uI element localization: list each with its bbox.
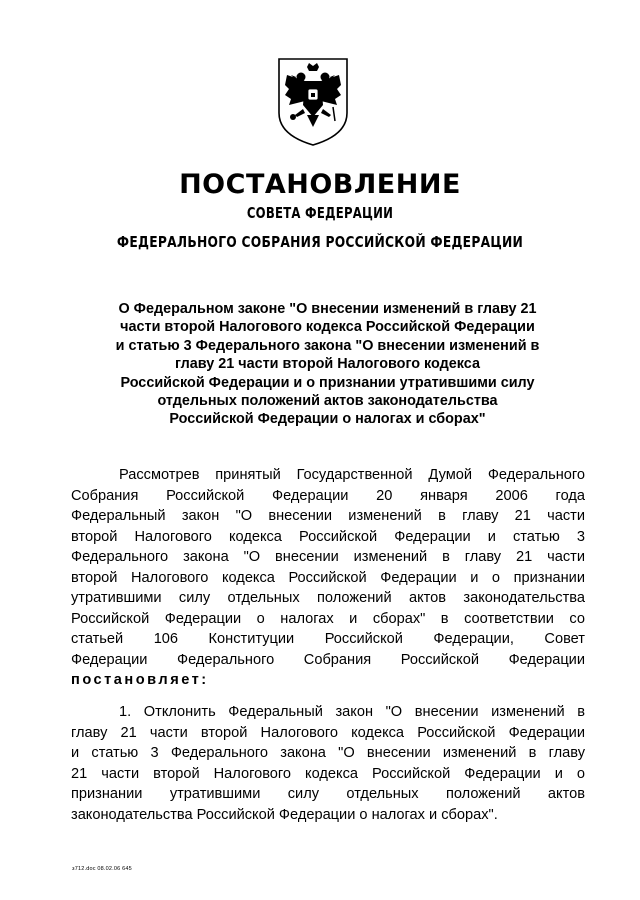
text-line: и статью 3 Федерального закона "О внесении изменений в главу: [71, 745, 585, 761]
paragraph-considered: [71, 465, 585, 691]
text-line: Собрания Российской Федерации 20 января 2006 года: [71, 487, 585, 504]
text-line: статьей 106 Конституции Российской Федерации, Совет: [71, 631, 585, 647]
text-line: законодательства Российской Федерации о налогах и сборах".: [71, 806, 498, 823]
text-line: 21 части второй Налогового кодекса Российской Федерации и о: [71, 765, 585, 782]
text-line: второй Налогового кодекса Российской Федерации и о признании: [71, 569, 585, 586]
document-subtitle-assembly: ФЕДЕРАЛЬНОГО СОБРАНИЯ РОССИЙСКОЙ ФЕДЕРАЦИИ: [116, 233, 524, 251]
heading-line: главу 21 части второй Налогового кодекса: [175, 356, 480, 373]
text-line: Федеральный закон "О внесении изменений в главу 21 части: [71, 508, 585, 524]
text-line: Федерации Федерального Собрания Российской Федерации: [71, 651, 585, 668]
heading-line: О Федеральном законе "О внесении изменений в главу 21: [118, 301, 537, 317]
coat-of-arms-emblem: [275, 55, 351, 147]
file-reference-footer: з712.doc 08.02.06 645: [72, 866, 132, 872]
document-subtitle-council: СОВЕТА ФЕДЕРАЦИИ: [246, 204, 394, 222]
heading-line: Российской Федерации о налогах и сборах": [169, 411, 486, 428]
text-line: Рассмотрев принятый Государственной Думой Федерального: [119, 467, 585, 483]
resolution-heading: [70, 300, 585, 429]
heading-line: и статью 3 Федерального закона "О внесении изменений в: [115, 337, 540, 354]
resolves-word: постановляет:: [71, 672, 209, 688]
text-line: утратившими силу отдельных положений актов законодательства: [71, 590, 585, 606]
heading-line: отдельных положений актов законодательства: [157, 393, 498, 410]
text-line: 1. Отклонить Федеральный закон "О внесении изменений в: [119, 704, 585, 720]
text-line: Российской Федерации о налогах и сборах" в соответствии со: [71, 610, 585, 627]
paragraph-decision: [71, 702, 585, 825]
document-title: ПОСТАНОВЛЕНИЕ: [179, 169, 461, 200]
text-line: Федерального закона "О внесении изменений в главу 21 части: [71, 549, 585, 565]
text-line: признании утратившими силу отдельных положений актов: [71, 786, 585, 802]
heading-line: части второй Налогового кодекса Российской Федерации: [120, 319, 535, 336]
heading-line: Российской Федерации и о признании утратившими силу: [120, 374, 535, 391]
text-line: второй Налогового кодекса Российской Федерации и статью 3: [71, 528, 585, 545]
text-line: главу 21 части второй Налогового кодекса Российской Федерации: [71, 724, 585, 741]
double-headed-eagle-icon: [275, 55, 351, 147]
